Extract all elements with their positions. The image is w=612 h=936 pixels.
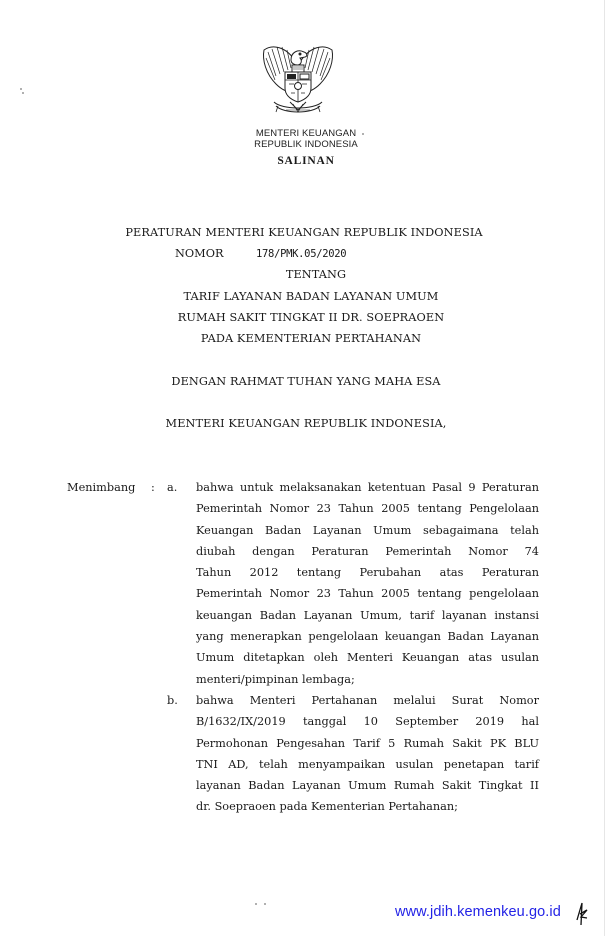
garuda-emblem-icon bbox=[258, 40, 338, 120]
text-line: Permohonan Pengesahan Tarif 5 Rumah Sakit PK BLU bbox=[196, 736, 539, 750]
text-line: dr. Soepraoen pada Kementerian Pertahanan; bbox=[196, 800, 458, 814]
considerations-label: Menimbang bbox=[67, 481, 136, 494]
text-line: Umum ditetapkan oleh Menteri Keuangan atas usulan bbox=[196, 651, 539, 665]
text-line: layanan Badan Layanan Umum Rumah Sakit Tingkat II bbox=[196, 779, 539, 793]
copy-label: SALINAN bbox=[277, 155, 335, 167]
text-line: Pemerintah Nomor 23 Tahun 2005 tentang Pengelolaan bbox=[196, 502, 539, 516]
text-line: menteri/pimpinan lembaga; bbox=[196, 672, 355, 686]
jdih-website-link[interactable]: www.jdih.kemenkeu.go.id bbox=[395, 904, 561, 920]
subject-line-2: RUMAH SAKIT TINGKAT II DR. SOEPRAOEN bbox=[177, 311, 445, 324]
text-line: bahwa Menteri Pertahanan melalui Surat Nomor bbox=[196, 694, 539, 707]
scan-speck bbox=[255, 903, 257, 905]
consideration-b bbox=[196, 690, 539, 818]
text-line: keuangan Badan Layanan Umum, tarif layanan instansi bbox=[196, 608, 539, 622]
handwritten-initial-icon bbox=[575, 900, 589, 926]
consideration-a bbox=[196, 477, 539, 690]
text-line: Keuangan Badan Layanan Umum sebagaimana telah bbox=[196, 523, 539, 537]
text-line: Pemerintah Nomor 23 Tahun 2005 tentang pengelolaan bbox=[196, 587, 539, 601]
invocation: DENGAN RAHMAT TUHAN YANG MAHA ESA bbox=[171, 375, 441, 388]
text-line: TNI AD, telah menyampaikan usulan penetapan tarif bbox=[196, 757, 539, 771]
ministry-name-line1: MENTERI KEUANGAN bbox=[255, 128, 357, 139]
scan-speck bbox=[22, 92, 24, 94]
subject-line-3: PADA KEMENTERIAN PERTAHANAN bbox=[200, 332, 422, 345]
text-line: Tahun 2012 tentang Perubahan atas Peraturan bbox=[196, 566, 539, 580]
regulation-title: PERATURAN MENTERI KEUANGAN REPUBLIK INDONESIA bbox=[125, 226, 483, 239]
text-line: B/1632/IX/2019 tanggal 10 September 2019 hal bbox=[196, 715, 539, 729]
number-label: NOMOR bbox=[175, 247, 224, 260]
text-line: yang menerapkan pengelolaan keuangan Badan Layanan bbox=[196, 630, 539, 644]
scan-speck bbox=[20, 88, 22, 90]
item-marker-a: a. bbox=[167, 481, 178, 494]
scan-speck bbox=[264, 903, 266, 905]
issuer: MENTERI KEUANGAN REPUBLIK INDONESIA, bbox=[165, 417, 447, 430]
number-value: 178/PMK.05/2020 bbox=[256, 248, 347, 260]
item-marker-b: b. bbox=[167, 694, 178, 707]
about-heading: TENTANG bbox=[285, 268, 347, 281]
text-line: diubah dengan Peraturan Pemerintah Nomor 74 bbox=[196, 544, 539, 558]
subject-line-1: TARIF LAYANAN BADAN LAYANAN UMUM bbox=[183, 290, 439, 303]
text-line: bahwa untuk melaksanakan ketentuan Pasal 9 Peraturan bbox=[196, 481, 539, 494]
ministry-name-line2: REPUBLIK INDONESIA bbox=[254, 139, 358, 150]
considerations-colon: : bbox=[151, 481, 155, 494]
